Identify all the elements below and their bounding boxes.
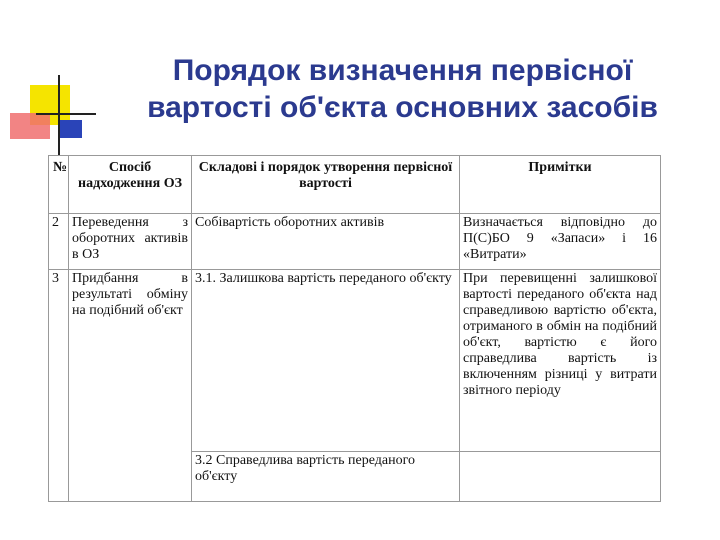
row-notes-empty: [460, 452, 661, 502]
table-row: [49, 214, 661, 270]
row-method: Придбання в результаті обміну на подібний об'єкт: [69, 270, 192, 502]
table-row: [49, 270, 661, 452]
row-method: Переведення з оборотних активів в ОЗ: [69, 214, 192, 270]
title-line-2: вартості об'єкта основних засобів: [147, 91, 658, 124]
decorative-horizontal-line: [36, 113, 96, 115]
title-line-1: Порядок визначення первісної: [172, 54, 633, 87]
row-components: 3.2 Справедлива вартість переданого об'єкту: [192, 452, 460, 502]
row-notes: При перевищенні залишкової вартості переданого об'єкта над справедливою вартістю об'єкта, отриманого в обмін на подібний об'єкт, вартістю є його справедлива вартість із включенням різниці у витрати звітного періоду: [460, 270, 661, 452]
header-notes: Примітки: [460, 156, 661, 214]
row-num: 3: [49, 270, 69, 502]
row-components: 3.1. Залишкова вартість переданого об'єкту: [192, 270, 460, 452]
decorative-red-square: [10, 113, 50, 139]
table-header-row: [49, 156, 661, 214]
decorative-vertical-line: [58, 75, 60, 155]
header-num: №: [49, 156, 69, 214]
row-num: 2: [49, 214, 69, 270]
header-components: Складові і порядок утворення первісної вартості: [192, 156, 460, 214]
cost-table: [48, 155, 661, 502]
header-method: Спосіб надходження ОЗ: [69, 156, 192, 214]
slide-title: [105, 52, 700, 126]
row-components: Собівартість оборотних активів: [192, 214, 460, 270]
row-notes: Визначається відповідно до П(С)БО 9 «Запаси» і 16 «Витрати»: [460, 214, 661, 270]
decorative-blue-square: [58, 120, 82, 138]
